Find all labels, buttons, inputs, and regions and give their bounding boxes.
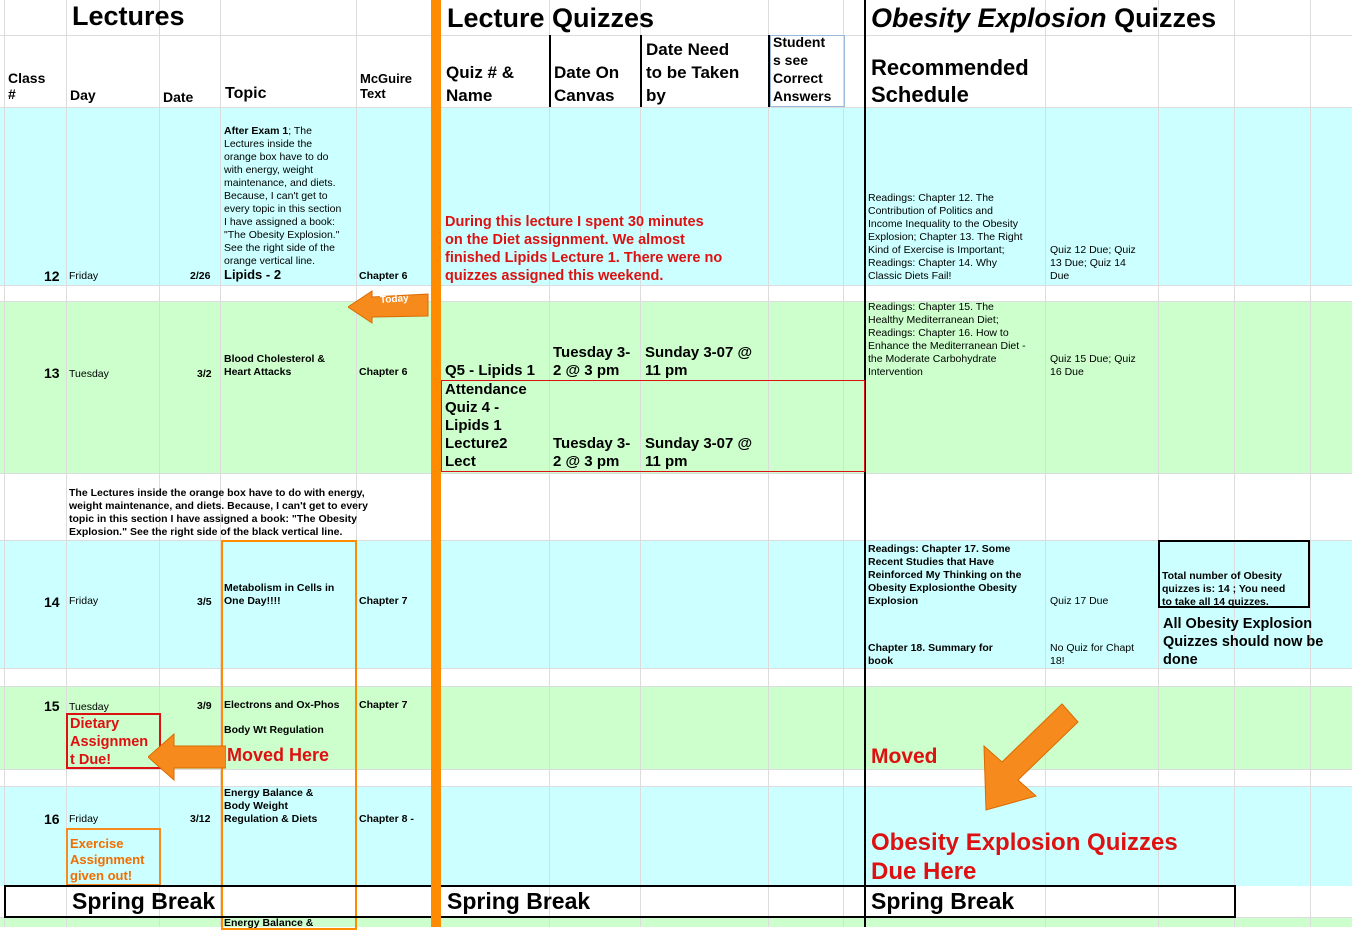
- row13-quiz1-taken: Sunday 3-07 @ 11 pm: [645, 344, 753, 379]
- row13-quiz2-taken: Sunday 3-07 @ 11 pm: [645, 435, 753, 470]
- all-done-text: All Obesity Explosion Quizzes should now be done: [1163, 616, 1324, 668]
- col-student-sees: Student s see Correct Answers: [773, 34, 832, 104]
- row12-due: Quiz 12 Due; Quiz 13 Due; Quiz 14 Due: [1050, 244, 1136, 282]
- row12-topic-bold: After Exam 1: [224, 125, 289, 137]
- obesity-quizzes-title: [871, 3, 1216, 34]
- row12-topic-title: Lipids - 2: [224, 267, 282, 282]
- row13-quiz2-canvas: Tuesday 3- 2 @ 3 pm: [553, 435, 631, 470]
- spring-break-obesity: Spring Break: [871, 888, 1015, 914]
- row13-topic: Blood Cholesterol & Heart Attacks: [224, 353, 325, 378]
- row16-topic: Energy Balance & Body Weight Regulation & Diets: [224, 787, 318, 825]
- row15-class: 15: [44, 698, 60, 714]
- row13-text: Chapter 6: [359, 366, 408, 378]
- row14-topic: Metabolism in Cells in One Day!!!!: [224, 582, 335, 607]
- spring-break-lectures: Spring Break: [72, 888, 216, 914]
- col-topic: Topic: [225, 85, 267, 102]
- row16-text: Chapter 8 -: [359, 813, 414, 825]
- col-recommended: Recommended Schedule: [871, 55, 1029, 107]
- row15-day: Tuesday: [69, 701, 109, 713]
- dietary-assignment-text: Dietary Assignmen t Due!: [70, 716, 149, 768]
- exercise-assignment-text: Exercise Assignment given out!: [70, 836, 145, 883]
- moved-arrow-icon: [148, 732, 226, 782]
- row12-quiz-note: During this lecture I spent 30 minutes on the Diet assignment. We almost finished Lipids Lecture 1. There were no quizzes assigned this weekend.: [445, 214, 723, 284]
- row13-due: Quiz 15 Due; Quiz 16 Due: [1050, 353, 1136, 378]
- row12-topic-rest: ; The Lectures inside the orange box have to do with energy, weight maintenance, and diets. Because, I can't get to every topic in this section I have assigned a book: "The Obesity Explosion." See the right side of the orange vertical line.: [224, 125, 342, 267]
- moved-text: Moved: [871, 745, 938, 768]
- row14-reading: Readings: Chapter 17. Some Recent Studies that Have Reinforced My Thinking on the Obesity Explosionthe Obesity Explosion: [868, 543, 1022, 607]
- col-class-num: Class #: [8, 70, 46, 103]
- row14-day: Friday: [69, 595, 99, 607]
- row16-class: 16: [44, 811, 60, 827]
- col-date-canvas: Date On Canvas: [554, 63, 620, 105]
- row14-class: 14: [44, 594, 60, 610]
- chapter18-text: Chapter 18. Summary for book: [868, 642, 993, 667]
- col-date: Date: [163, 89, 194, 105]
- row12-date: 2/26: [190, 270, 211, 282]
- row15-topic2: Body Wt Regulation: [224, 724, 324, 736]
- row12-class: 12: [44, 268, 60, 284]
- row16-date: 3/12: [190, 813, 211, 825]
- moved-here-text: Moved Here: [227, 745, 330, 765]
- due-here-text: Obesity Explosion Quizzes Due Here: [871, 829, 1178, 885]
- row15-date: 3/9: [197, 700, 212, 712]
- col-mcguire: McGuire Text: [360, 71, 413, 101]
- row13-quiz2-name: Attendance Quiz 4 - Lipids 1 Lecture2 Lect: [445, 381, 527, 470]
- row14-text: Chapter 7: [359, 595, 408, 607]
- row13-quiz1-name: Q5 - Lipids 1: [445, 362, 536, 379]
- row15-topic: Electrons and Ox-Phos: [224, 699, 340, 711]
- row-17-band: [0, 917, 1352, 927]
- today-label: Today: [379, 293, 410, 306]
- row14-due: Quiz 17 Due: [1050, 595, 1109, 607]
- row12-topic-note: [224, 125, 341, 268]
- chapter18-due: No Quiz for Chapt 18!: [1050, 642, 1135, 667]
- col-day: Day: [70, 87, 96, 103]
- obesity-title-rest: Quizzes: [1106, 3, 1217, 33]
- row13-date: 3/2: [197, 368, 212, 380]
- row15-text: Chapter 7: [359, 699, 408, 711]
- row12-text: Chapter 6: [359, 270, 408, 282]
- obesity-title-italic: Obesity Explosion: [871, 3, 1107, 33]
- spring-break-quizzes: Spring Break: [447, 888, 591, 914]
- row12-reading: Readings: Chapter 12. The Contribution of Politics and Income Inequality to the Obesity Explosion; Chapter 13. The Right Kind of Exercise is Important; Readings: Chapter 14. Why Classic Diets Fail!: [868, 192, 1023, 282]
- last-row-topic: Energy Balance &: [224, 917, 314, 929]
- lectures-note: The Lectures inside the orange box have to do with energy, weight maintenance, and diets. Because, I can't get to every topic in this section I have assigned a book: "The Obesity Explosion." See the right side of the black vertical line.: [69, 487, 368, 538]
- due-here-arrow-icon: [978, 700, 1082, 812]
- row13-quiz1-canvas: Tuesday 3- 2 @ 3 pm: [553, 344, 631, 379]
- lectures-title: Lectures: [72, 1, 185, 31]
- col-date-taken: Date Need to be Taken by: [646, 40, 740, 105]
- row13-reading: Readings: Chapter 15. The Healthy Mediterranean Diet; Readings: Chapter 16. How to Enhance the Mediterranean Diet - the Moderate Carbohydrate Intervention: [868, 301, 1026, 378]
- row12-day: Friday: [69, 270, 99, 282]
- row16-day: Friday: [69, 813, 99, 825]
- row14-date: 3/5: [197, 596, 212, 608]
- orange-vertical-line: [431, 0, 441, 927]
- total-quizzes-text: Total number of Obesity quizzes is: 14 ; You need to take all 14 quizzes.: [1162, 570, 1286, 608]
- row13-day: Tuesday: [69, 368, 109, 380]
- col-quiz-name: Quiz # & Name: [446, 63, 515, 105]
- row13-class: 13: [44, 365, 60, 381]
- lecture-quizzes-title: Lecture Quizzes: [447, 3, 655, 33]
